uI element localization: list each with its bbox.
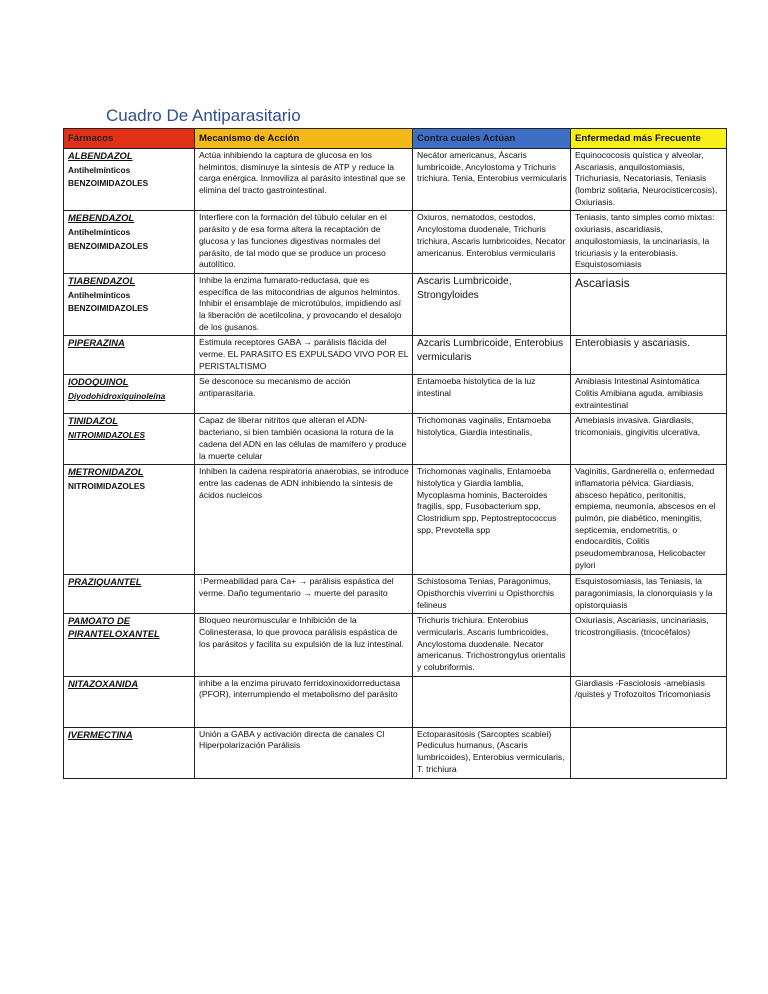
- header-row: [64, 129, 727, 149]
- header-contra: Contra cuales Actúan: [413, 129, 571, 149]
- targets-cell: Ascaris Lumbricoide, Strongyloides: [413, 273, 571, 335]
- diseases-cell: Oxiuriasis, Ascariasis, uncinariasis, tricostrongiliasis. (tricocéfalos): [571, 614, 727, 676]
- diseases-cell: Giardiasis -Fasciolosis -amebiasis /quistes y Trofozoitos Tricomoniasis: [571, 676, 727, 727]
- diseases-cell: Amibiasis Intestinal Asintomática Colitis Amibiana aguda. amibiasis extraintestinal: [571, 375, 727, 414]
- diseases-cell: Amebiasis invasiva. Giardiasis, tricomoniais, gingivitis ulcerativa,: [571, 414, 727, 465]
- drug-cell: [64, 149, 195, 211]
- drug-name: MEBENDAZOL: [68, 212, 135, 224]
- mechanism-cell: Estimula receptores GABA → parálisis flácida del verme. EL PARASITO ES EXPULSADO VIVO POR EL PERISTALTISMO: [195, 336, 413, 375]
- drug-class: NITROIMIDAZOLES: [68, 481, 145, 492]
- drug-name: NITAZOXANIDA: [68, 677, 139, 689]
- targets-cell: Necátor americanus, Áscaris lumbricoide, Ancylostoma y Trichuris trichiura. Tenia, Enterobius vermicularis: [413, 149, 571, 211]
- header-enfermedad: Enfermedad más Frecuente: [571, 129, 727, 149]
- diseases-cell: Ascariasis: [571, 273, 727, 335]
- drug-cell: [64, 273, 195, 335]
- drug-cell: [64, 375, 195, 414]
- table-row: [64, 575, 727, 614]
- drug-name: METRONIDAZOL: [68, 466, 144, 478]
- mechanism-cell: Actúa inhibiendo la captura de glucosa en los helmintos, disminuye la síntesis de ATP y reduce la carga enérgica. Inmoviliza al parásito intestinal que se elimina del tracto gastrointestinal.: [195, 149, 413, 211]
- diseases-cell: Esquistosomiasis, las Teniasis, la paragonimiasis, la clonorquiasis y la opistorquiasis: [571, 575, 727, 614]
- drug-class: Antihelmínticos: [68, 164, 131, 175]
- drug-name: ALBENDAZOL: [68, 150, 133, 162]
- table-row: [64, 273, 727, 335]
- mechanism-cell: Se desconoce su mecanismo de acción antiparasitaria.: [195, 375, 413, 414]
- drug-cell: [64, 614, 195, 676]
- mechanism-cell: Unión a GABA y activación directa de canales Cl Hiperpolarización Parálisis: [195, 727, 413, 778]
- drug-name: TINIDAZOL: [68, 415, 118, 427]
- drug-name: TIABENDAZOL: [68, 274, 136, 286]
- targets-cell: Azcaris Lumbricoide, Enterobius vermicularis: [413, 336, 571, 375]
- diseases-cell: Enterobiasis y ascariasis.: [571, 336, 727, 375]
- targets-cell: Oxiuros, nematodos, cestodos, Ancylostoma duodenale, Trichuris trichiura, Ascaris lumbricoides, Necator americanus. Enterobius vermicularis: [413, 211, 571, 273]
- drug-cell: [64, 727, 195, 778]
- diseases-cell: [571, 727, 727, 778]
- header-farmacos: Fármacos: [64, 129, 195, 149]
- drug-name: PAMOATO DE PIRANTELOXANTEL: [68, 615, 160, 640]
- mechanism-cell: Bloqueo neuromuscular e Inhibición de la Colinesterasa, lo que provoca parálisis espástica de los parásitos y facilita su expulsión de la luz intestinal.: [195, 614, 413, 676]
- mechanism-cell: Interfiere con la formación del túbulo celular en el parásito y de esa forma altera la recaptación de glucosa y las funciones digestivas normales del parásito, de tal modo que se produce un proceso autolítico.: [195, 211, 413, 273]
- drug-cell: [64, 465, 195, 575]
- drug-class: BENZOIMIDAZOLES: [68, 178, 149, 189]
- drug-cell: [64, 414, 195, 465]
- drug-cell: [64, 336, 195, 375]
- drug-cell: [64, 211, 195, 273]
- mechanism-cell: ↑Permeabilidad para Ca+ → parálisis espástica del verme. Daño tegumentario → muerte del parasito: [195, 575, 413, 614]
- table-row: [64, 336, 727, 375]
- table-row: [64, 727, 727, 778]
- table-row: [64, 211, 727, 273]
- header-mecanismo: Mecanismo de Acción: [195, 129, 413, 149]
- targets-cell: Schistosoma Tenias, Paragonimus, Opisthorchis viverrini u Opisthorchis felineus: [413, 575, 571, 614]
- drug-name: IODOQUINOL: [68, 376, 129, 388]
- diseases-cell: Vaginitis, Gardnerella o, enfermedad inflamatoria pélvica. Giardiasis, absceso hepático, peritonitis, empiema, neumonía, abscesos en el pulmón, pie diabético, meningitis, septicemia, endometritis, o endocarditis, Colitis pseudomembranosa, Helicobacter pylori: [571, 465, 727, 575]
- table-row: [64, 676, 727, 727]
- mechanism-cell: Inhibe la enzima fumarato-reductasa, que es específica de las mitocondrias de algunos helmintos. Inhibir el ensamblaje de microtúbulos, impidiendo así la liberación de acetilcolina, y provocando el desalojo de los gusanos.: [195, 273, 413, 335]
- table-row: [64, 465, 727, 575]
- page-title: Cuadro De Antiparasitario: [106, 106, 301, 125]
- targets-cell: [413, 676, 571, 727]
- diseases-cell: Teniasis, tanto simples como mixtas: oxiuriasis, ascaridiasis, anquilostomiasis, la uncinariasis, la tricuriasis y la enterobiasis. Esquistosomiasis: [571, 211, 727, 273]
- drug-name: PIPERAZINA: [68, 337, 125, 349]
- targets-cell: Trichomonas vaginalis, Entamoeba histolytica, Giardia intestinalis,: [413, 414, 571, 465]
- targets-cell: Entamoeba histolytica de la luz intestinal: [413, 375, 571, 414]
- diseases-cell: Equinococosis quística y alveolar, Ascariasis, anquilostomiasis, Trichuriasis, Necatoriasis, Teniasis (lombriz solitaria, Neurocisticercosis), Oxiuriasis.: [571, 149, 727, 211]
- drug-class: BENZOIMIDAZOLES: [68, 302, 149, 313]
- drug-class: NITROIMIDAZOLES: [68, 430, 145, 441]
- drug-class: Antihelmínticos: [68, 227, 131, 238]
- targets-cell: Ectoparasitosis (Sarcoptes scabiei) Pediculus humanus, (Ascaris lumbricoides), Enterobius vermicularis, T. trichiura: [413, 727, 571, 778]
- mechanism-cell: Inhiben la cadena respiratoria anaerobias, se introduce entre las cadenas de ADN inhibiendo la síntesis de ácidos nucleicos: [195, 465, 413, 575]
- targets-cell: Trichuris trichiura. Enterobius vermicularis. Ascaris lumbricoides, Ancylostoma duodenale. Necator americanus. Trichostrongylus orientalis y colubriformis.: [413, 614, 571, 676]
- table-row: [64, 149, 727, 211]
- drug-cell: [64, 676, 195, 727]
- drug-class: Antihelmínticos: [68, 289, 131, 300]
- mechanism-cell: Capaz de liberar nitritos que alteran el ADN-bacteriano, si bien también ocasiona la rotura de la cadena del ADN en las células de mamífero y produce la muerte celular: [195, 414, 413, 465]
- drug-class: BENZOIMIDAZOLES: [68, 240, 149, 251]
- table-row: [64, 375, 727, 414]
- table-row: [64, 614, 727, 676]
- table-row: [64, 414, 727, 465]
- drug-name: IVERMECTINA: [68, 728, 133, 740]
- antiparasitic-table: [63, 128, 727, 779]
- mechanism-cell: inhibe a la enzima piruvato ferridoxinoxidorreductasa (PFOR), interrumpiendo el metabolismo del parásito: [195, 676, 413, 727]
- targets-cell: Trichomonas vaginalis, Entamoeba histolytica y Giardia lamblia, Mycoplasma hominis, Bacteroides fragilis, spp, Fusobacterium spp, Clostridium spp, Peptostreptococcus spp, Prevotella spp: [413, 465, 571, 575]
- drug-cell: [64, 575, 195, 614]
- drug-class: Diyodohidroxiquinoleína: [68, 391, 166, 402]
- drug-name: PRAZIQUANTEL: [68, 576, 142, 588]
